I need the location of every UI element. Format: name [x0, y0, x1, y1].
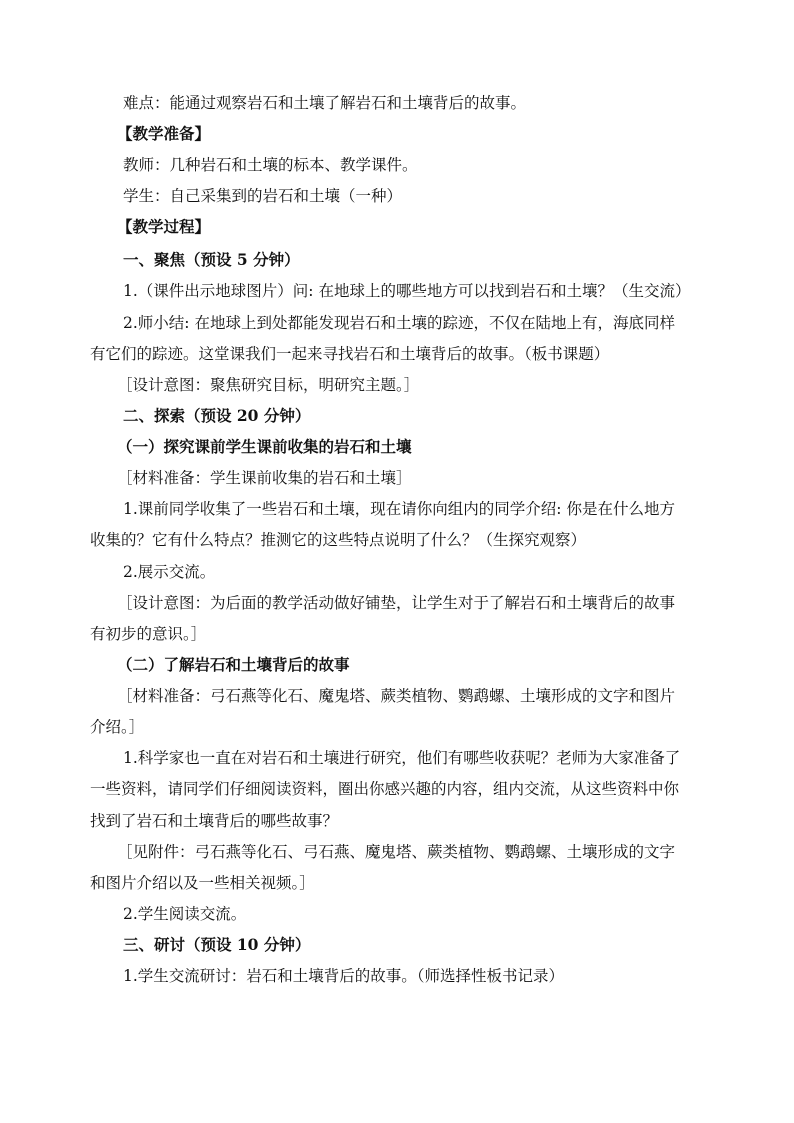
section-heading-focus: 一、聚焦（预设 5 分钟） [123, 250, 300, 269]
text-line-design-intent-2a: ［设计意图：为后面的教学活动做好铺垫，让学生对于了解岩石和土壤背后的故事 [117, 594, 676, 612]
text-line-discussion-1: 1.学生交流研讨：岩石和土壤背后的故事。（师选择性板书记录） [123, 967, 565, 985]
subsection-heading-explore-1: （一）探究课前学生课前收集的岩石和土壤 [117, 437, 412, 456]
text-line-research-1a: 1.科学家也一直在对岩石和土壤进行研究，他们有哪些收获呢？老师为大家准备了 [123, 749, 681, 767]
text-line-design-intent-1: ［设计意图：聚焦研究目标，明研究主题。］ [117, 376, 420, 394]
text-line-materials-2b: 介绍。］ [90, 718, 145, 736]
text-line-appendix-a: ［见附件：弓石燕等化石、弓石燕、魔鬼塔、蕨类植物、鹦鹉螺、土壤形成的文字 [117, 843, 676, 861]
text-line-focus-2b: 有它们的踪迹。这堂课我们一起来寻找岩石和土壤背后的故事。（板书课题） [90, 345, 610, 363]
text-line-teacher-materials: 教师：几种岩石和土壤的标本、教学课件。 [123, 156, 418, 174]
heading-teaching-process: 【教学过程】 [117, 217, 211, 236]
text-line-student-materials: 学生：自己采集到的岩石和土壤（一种） [123, 187, 403, 205]
text-line-materials-1: ［材料准备：学生课前收集的岩石和土壤］ [117, 469, 412, 487]
text-line-appendix-b: 和图片介绍以及一些相关视频。］ [90, 874, 315, 892]
text-line-difficulty: 难点：能通过观察岩石和土壤了解岩石和土壤背后的故事。 [123, 94, 527, 112]
text-line-explore-2: 2.展示交流。 [123, 563, 216, 581]
text-line-explore-1a: 1.课前同学收集了一些岩石和土壤，现在请你向组内的同学介绍: 你是在什么地方 [123, 500, 675, 518]
text-line-focus-2a: 2.师小结: 在地球上到处都能发现岩石和土壤的踪迹，不仅在陆地上有，海底同样 [123, 314, 675, 332]
text-line-research-1b: 一些资料，请同学们仔细阅读资料，圈出你感兴趣的内容，组内交流，从这些资料中你 [90, 780, 680, 798]
text-line-materials-2a: ［材料准备：弓石燕等化石、魔鬼塔、蕨类植物、鹦鹉螺、土壤形成的文字和图片 [117, 687, 676, 705]
text-line-focus-1: 1.（课件出示地球图片）问: 在地球上的哪些地方可以找到岩石和土壤？（生交流） [123, 282, 691, 300]
text-line-design-intent-2b: 有初步的意识。］ [90, 625, 207, 643]
text-line-research-1c: 找到了岩石和土壤背后的哪些故事？ [90, 812, 339, 830]
subsection-heading-explore-2: （二）了解岩石和土壤背后的故事 [117, 655, 350, 674]
section-heading-explore: 二、探索（预设 20 分钟） [123, 406, 311, 425]
heading-teaching-preparation: 【教学准备】 [117, 124, 211, 143]
text-line-explore-1b: 收集的？它有什么特点？推测它的这些特点说明了什么？（生探究观察） [90, 531, 587, 549]
section-heading-discussion: 三、研讨（预设 10 分钟） [123, 935, 311, 954]
text-line-reading-exchange: 2.学生阅读交流。 [123, 905, 247, 923]
